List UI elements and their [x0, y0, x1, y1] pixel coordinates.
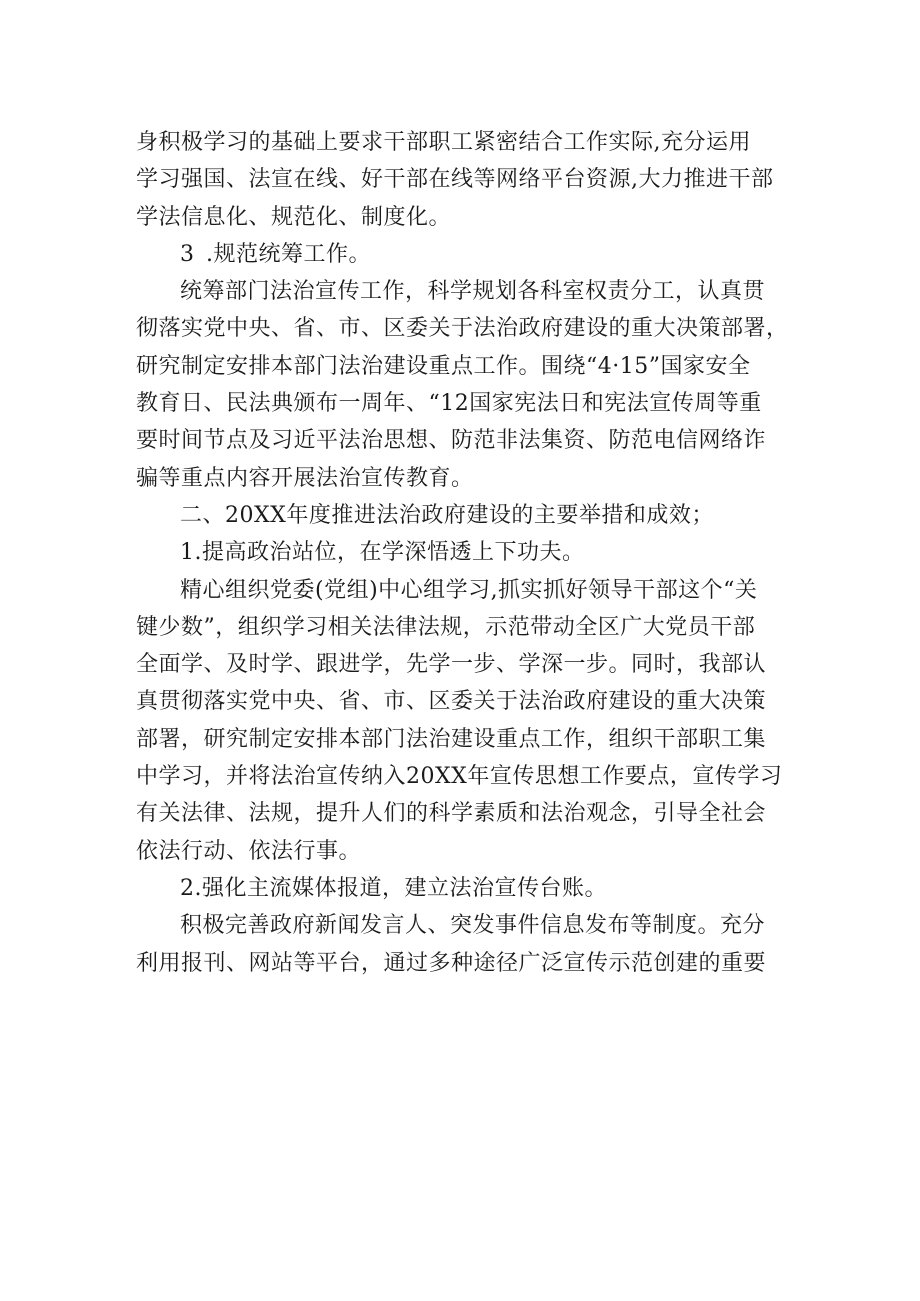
- paragraph-first-line: 精心组织党委(党组)中心组学习,抓实抓好领导干部这个“关: [180, 577, 758, 603]
- text-line: 身积极学习的基础上要求干部职工紧密结合工作实际,充分运用: [136, 130, 751, 155]
- text-line: 学法信息化、规范化、制度化。: [136, 204, 452, 230]
- section-heading: 二、20XX年度推进法治政府建设的主要举措和成效；: [180, 502, 714, 528]
- text-line: 教育日、民法典颁布一周年、“12国家宪法日和宪法宣传周等重: [136, 391, 762, 417]
- text-line: 部署，研究制定安排本部门法治建设重点工作，组织干部职工集: [136, 726, 767, 752]
- text-line: 彻落实党中央、省、市、区委关于法治政府建设的重大决策部署，: [136, 316, 789, 342]
- paragraph-first-line: 统筹部门法治宣传工作，科学规划各科室权责分工，认真贯: [180, 279, 766, 305]
- text-line: 骗等重点内容开展法治宣传教育。: [136, 465, 474, 491]
- text-line: 全面学、及时学、跟进学，先学一步、学深一步。同时，我部认: [136, 652, 767, 678]
- text-line: 利用报刊、网站等平台，通过多种途径广泛宣传示范创建的重要: [136, 950, 767, 976]
- subsection-heading: 1.提高政治站位，在学深悟透上下功夫。: [180, 540, 585, 566]
- text-line: 学习强国、法宣在线、好干部在线等网络平台资源,大力推进干部: [136, 167, 774, 193]
- subsection-heading: 2.强化主流媒体报道，建立法治宣传台账。: [180, 875, 607, 901]
- text-line: 有关法律、法规，提升人们的科学素质和法治观念，引导全社会: [136, 801, 767, 827]
- section-heading: 3 .规范统筹工作。: [180, 241, 371, 267]
- text-line: 真贯彻落实党中央、省、市、区委关于法治政府建设的重大决策: [136, 689, 767, 715]
- text-line: 研究制定安排本部门法治建设重点工作。围绕“4·15”国家安全: [136, 353, 751, 379]
- text-line: 中学习，并将法治宣传纳入20XX年宣传思想工作要点，宣传学习: [136, 764, 783, 790]
- text-line: 要时间节点及习近平法治思想、防范非法集资、防范电信网络诈: [136, 428, 767, 454]
- document-body: [136, 124, 788, 982]
- paragraph-first-line: 积极完善政府新闻发言人、突发事件信息发布等制度。充分: [180, 913, 766, 939]
- text-line: 键少数”，组织学习相关法律法规，示范带动全区广大党员干部: [136, 614, 756, 640]
- text-line: 依法行动、依法行事。: [136, 838, 362, 864]
